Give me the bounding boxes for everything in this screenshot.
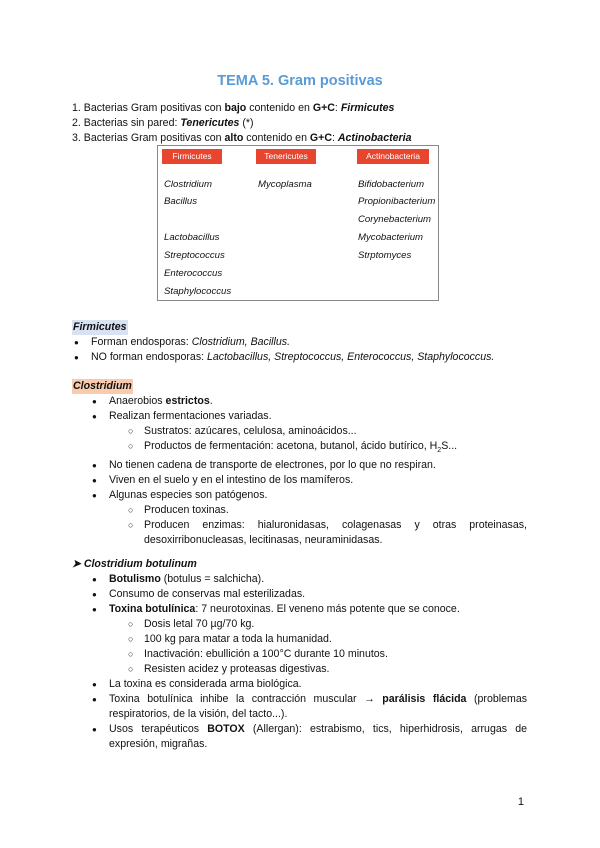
- page-number: 1: [517, 796, 524, 808]
- text-italic: Lactobacillus, Streptococcus, Enterococcus, Staphylococcus.: [207, 351, 495, 363]
- text: :: [334, 102, 341, 114]
- text: contenido en: [246, 102, 313, 114]
- term: Tenericutes: [180, 117, 240, 129]
- table-cell: Clostridium: [164, 179, 212, 190]
- text-bold: bajo: [224, 102, 247, 114]
- text: NO forman endosporas:: [91, 351, 207, 363]
- text: Realizan fermentaciones variadas.: [109, 410, 272, 422]
- table-cell: Bifidobacterium: [358, 179, 425, 190]
- text: Resisten acidez y proteasas digestivas.: [144, 663, 330, 675]
- text: Forman endosporas:: [91, 336, 192, 348]
- text: : 7 neurotoxinas. El veneno más potente que se conoce.: [195, 603, 460, 615]
- list-item: [72, 394, 527, 409]
- sub-list-item: [72, 503, 527, 518]
- sub-list-item: [72, 424, 527, 439]
- text: 1. Bacterias Gram positivas con: [72, 102, 225, 114]
- list-item: [72, 488, 527, 503]
- table-header-tenericutes: Tenericutes: [256, 149, 316, 164]
- text-bold: G+C: [312, 102, 335, 114]
- sub-list-item: [72, 617, 527, 632]
- table-cell: Strptomyces: [358, 250, 412, 261]
- table-cell: Mycobacterium: [358, 232, 424, 243]
- botulinum-section: [72, 557, 527, 752]
- page-title: TEMA 5. Gram positivas: [217, 73, 383, 89]
- table-cell: Mycoplasma: [258, 179, 312, 190]
- text: Sustratos: azúcares, celulosa, aminoácidos...: [144, 425, 357, 437]
- text: S...: [441, 440, 458, 452]
- list-item: [72, 335, 494, 350]
- text: 100 kg para matar a toda la humanidad.: [144, 633, 332, 645]
- list-item: [72, 409, 527, 424]
- text: (Allergan): estrabismo, tics, hiperhidrosis, arrugas de expresión, migrañas.: [109, 723, 527, 750]
- sub-list-item: [72, 632, 527, 647]
- sub-list-item: [72, 662, 527, 677]
- text: Algunas especies son patógenos.: [109, 489, 268, 502]
- intro-line-3: [72, 131, 411, 146]
- text: .: [209, 395, 213, 407]
- list-item: [72, 722, 527, 752]
- text-italic: Clostridium, Bacillus.: [191, 336, 291, 348]
- table-cell: Streptococcus: [164, 250, 225, 261]
- text: Usos terapéuticos: [109, 723, 208, 735]
- text: La toxina es considerada arma biológica.: [109, 678, 302, 690]
- firmicutes-section: [72, 320, 494, 365]
- text-bold: BOTOX: [207, 723, 245, 735]
- text: Inactivación: ebullición a 100°C durante 10 minutos.: [144, 648, 388, 660]
- text: contenido en: [243, 132, 310, 144]
- text: Consumo de conservas mal esterilizadas.: [109, 588, 306, 600]
- list-item: [72, 572, 527, 587]
- section-heading-clostridium: Clostridium: [73, 380, 132, 392]
- section-heading-firmicutes: Firmicutes: [73, 321, 127, 333]
- text-bold: alto: [224, 132, 244, 144]
- text: Anaerobios: [109, 395, 166, 407]
- intro-list: [72, 101, 411, 146]
- list-item: [72, 473, 527, 488]
- text: (*): [239, 117, 254, 129]
- text: Producen toxinas.: [144, 504, 229, 517]
- subscript: 2: [437, 447, 442, 455]
- list-item: [72, 458, 527, 473]
- term: Actinobacteria: [337, 132, 412, 144]
- table-cell: Lactobacillus: [164, 232, 220, 243]
- table-cell: Corynebacterium: [358, 214, 432, 225]
- text: Dosis letal 70 µg/70 kg.: [144, 618, 255, 630]
- list-item: [72, 587, 527, 602]
- table-cell: Propionibacterium: [358, 196, 436, 207]
- list-item: [72, 350, 494, 365]
- text: :: [331, 132, 338, 144]
- text: Toxina botulínica inhibe la contracción muscular →: [109, 693, 383, 705]
- text: 2. Bacterias sin pared:: [72, 117, 181, 129]
- list-item: [72, 692, 527, 722]
- table-cell: Enterococcus: [164, 268, 223, 279]
- text-bold: estrictos: [165, 395, 210, 407]
- text: (botulus = salchicha).: [160, 573, 265, 585]
- text: Productos de fermentación: acetona, butanol, ácido butírico, H: [144, 440, 438, 452]
- text: Viven en el suelo y en el intestino de los mamíferos.: [109, 474, 354, 487]
- text-bold: Botulismo: [109, 573, 161, 585]
- text: Producen enzimas: hialuronidasas, colagenasas y otras proteinasas, desoxirribonucleasas, lecitinasas, neuraminidasas.: [144, 519, 527, 547]
- text: 3. Bacterias Gram positivas con: [72, 132, 225, 144]
- intro-line-2: [72, 116, 411, 131]
- table-cell: Bacillus: [164, 196, 198, 207]
- text: (problemas respiratorios, de la visión, del tacto...).: [109, 693, 528, 720]
- intro-line-1: [72, 101, 411, 116]
- table-header-firmicutes: Firmicutes: [162, 149, 222, 164]
- text-bold: parálisis flácida: [382, 693, 467, 705]
- table-header-actinobacteria: Actinobacteria: [357, 149, 429, 164]
- section-heading-botulinum: ➤ Clostridium botulinum: [72, 558, 197, 570]
- list-item: [72, 677, 527, 692]
- table-cell: Staphylococcus: [164, 286, 232, 297]
- sub-list-item: [72, 439, 527, 458]
- text-bold: Toxina botulínica: [109, 603, 196, 615]
- text: No tienen cadena de transporte de electrones, por lo que no respiran.: [109, 459, 436, 472]
- list-item: [72, 602, 527, 617]
- text-bold: G+C: [309, 132, 332, 144]
- clostridium-section: [72, 379, 527, 548]
- classification-table: [157, 145, 439, 301]
- sub-list-item: [72, 647, 527, 662]
- term: Firmicutes: [340, 102, 395, 114]
- sub-list-item: [72, 518, 527, 548]
